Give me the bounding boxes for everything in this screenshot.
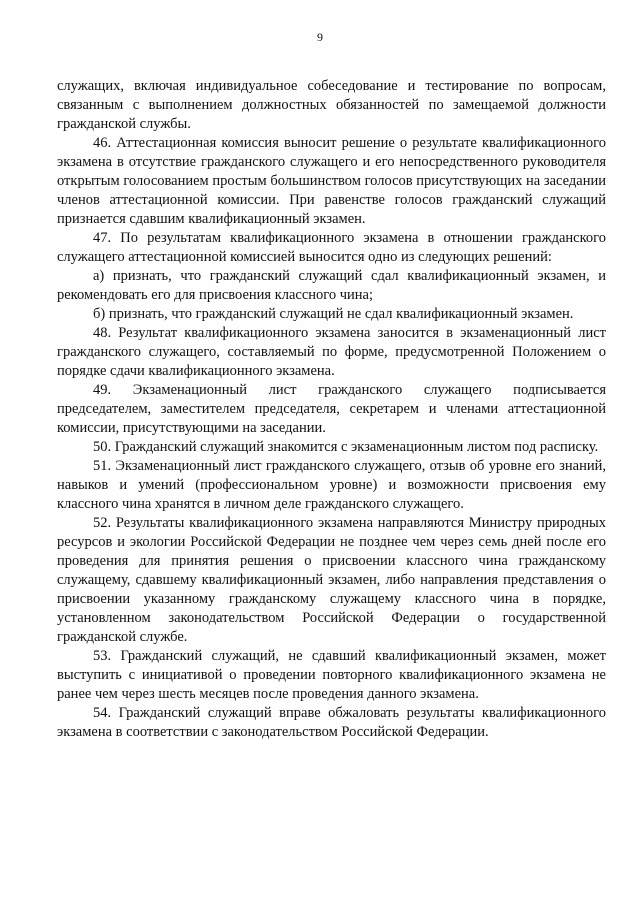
paragraph-54: 54. Гражданский служащий вправе обжаловать результаты квалификационного экзамена в соответствии с законодательством Российской Федерации. (57, 705, 606, 740)
paragraph-52: 52. Результаты квалификационного экзамена направляются Министру природных ресурсов и экологии Российской Федерации не позднее чем через семь дней после его проведения для принятия решения о присвоении классного чина гражданскому служащему, сдавшему квалификационный экзамен, либо направления представления о присвоении указанному гражданскому служащему классного чина в порядке, установленном законодательством Российской Федерации о государственной гражданской службе. (57, 515, 606, 645)
page-number: 9 (317, 30, 323, 44)
paragraph-53: 53. Гражданский служащий, не сдавший квалификационный экзамен, может выступить с инициативой о проведении повторного квалификационного экзамена не ранее чем через шесть месяцев после проведения данного экзамена. (57, 648, 606, 702)
paragraph-49: 49. Экзаменационный лист гражданского служащего подписывается председателем, заместителем председателя, секретарем и членами аттестационной комиссии, присутствующими на заседании. (57, 382, 606, 436)
paragraph-48: 48. Результат квалификационного экзамена заносится в экзаменационный лист гражданского служащего, составляемый по форме, предусмотренной Положением о порядке сдачи квалификационного экзамена. (57, 325, 606, 379)
paragraph-47-b: б) признать, что гражданский служащий не сдал квалификационный экзамен. (93, 306, 574, 322)
document-body (57, 77, 606, 742)
paragraph-47-a: а) признать, что гражданский служащий сдал квалификационный экзамен, и рекомендовать его для присвоения классного чина; (57, 268, 606, 303)
paragraph-50: 50. Гражданский служащий знакомится с экзаменационным листом под расписку. (93, 439, 599, 455)
paragraph-51: 51. Экзаменационный лист гражданского служащего, отзыв об уровне его знаний, навыков и умений (профессиональном уровне) и возможности присвоения ему классного чина хранятся в личном деле гражданского служащего. (57, 458, 606, 512)
paragraph-47: 47. По результатам квалификационного экзамена в отношении гражданского служащего аттестационной комиссией выносится одно из следующих решений: (57, 230, 606, 265)
paragraph-continuation: служащих, включая индивидуальное собеседование и тестирование по вопросам, связанным с выполнением должностных обязанностей по замещаемой должности гражданской службы. (57, 78, 606, 132)
paragraph-46: 46. Аттестационная комиссия выносит решение о результате квалификационного экзамена в отсутствие гражданского служащего и его непосредственного руководителя открытым голосованием простым большинством голосов присутствующих на заседании членов аттестационной комиссии. При равенстве голосов гражданский служащий признается сдавшим квалификационный экзамен. (57, 135, 606, 227)
